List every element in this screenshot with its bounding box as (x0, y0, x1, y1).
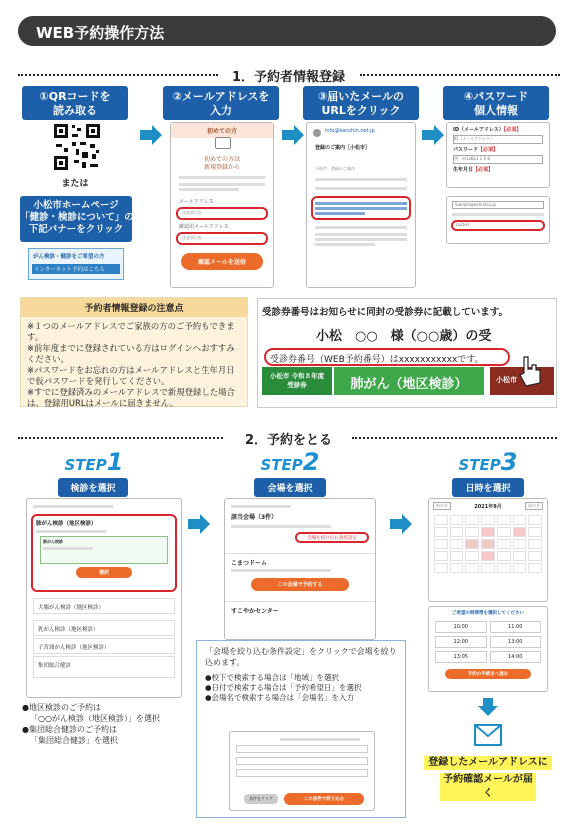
final-message-line1: 登録したメールアドレスに (424, 756, 552, 770)
step4-password-header: ④パスワード 個人情報 (443, 86, 549, 120)
arrow-icon (422, 125, 444, 145)
calendar-day[interactable] (450, 515, 464, 525)
inner-exam-title: 肺がん検診 (43, 539, 63, 544)
calendar-day[interactable] (465, 515, 479, 525)
calendar-day[interactable] (513, 539, 527, 549)
ticket-headline: 受診券番号はお知らせに同封の受診券に記載しています。 (262, 307, 508, 318)
filter-explanation: 「会場を絞り込む条件設定」をクリックで会場を絞り込めます。 (205, 647, 397, 667)
select-button[interactable]: 選択 (76, 567, 132, 578)
apply-filter-button[interactable]: この条件で絞り込む (284, 793, 364, 805)
email-entry-screen (170, 122, 274, 288)
step1-qr-header: ①QRコードを 読み取る (22, 86, 128, 120)
birthdate-label: 生年月日 (453, 167, 474, 173)
password-input[interactable]: 例：m1a6b1 2 6 8 (454, 156, 490, 161)
time-slot[interactable]: 13:05 (435, 651, 487, 663)
ticket-right-label: 小松市 (490, 367, 554, 395)
page-title: WEB予約操作方法 (18, 16, 556, 46)
calendar-day[interactable] (481, 563, 495, 573)
filter-conditions-button[interactable]: 会場を絞り込む条件設定 (295, 532, 369, 543)
calendar-day[interactable] (513, 563, 527, 573)
calendar-day[interactable] (465, 527, 479, 537)
time-slot[interactable]: 13:00 (490, 636, 542, 648)
id-label: ID（メールアドレス） (453, 127, 504, 133)
calendar-day[interactable] (497, 515, 511, 525)
filter-explanation-box: 「会場を絞り込む条件設定」をクリックで会場を絞り込めます。 ●校下で検索する場合は「地域」を選択 ●日付で検索する場合は「予約希望日」を選択 ●会場名で検索する場合は「会場名」を入力 条件をクリア この条件で絞り込む (196, 640, 406, 818)
reserve-venue-button[interactable]: この会場で予約する (251, 578, 349, 591)
note-item: ※すでに登録済みのメールアドレスで新規登録した場合は、登録用URLはメールに届きません。 (27, 387, 235, 408)
exam-item[interactable]: 大腸がん検診（地区検診） (33, 598, 175, 614)
down-arrow-icon (478, 698, 498, 716)
calendar-day[interactable] (481, 527, 495, 537)
exam-item[interactable]: 肺がん検診（地区検診） (36, 521, 97, 527)
final-message-line2: 予約確認メールが届く (440, 773, 536, 801)
calendar-day[interactable] (434, 527, 448, 537)
send-confirmation-button[interactable]: 確認メールを送信 (181, 253, 263, 270)
notes-title: 予約者情報登録の注意点 (21, 298, 247, 317)
ticket-name-line: 小松 ○○ 様（○○歳）の受 (316, 329, 492, 344)
time-slot[interactable]: 11:00 (490, 621, 542, 633)
step1-title: 検診を選択 (58, 478, 128, 497)
proceed-reservation-button[interactable]: 予約の手続きへ進む (445, 669, 531, 679)
ticket-example (257, 298, 557, 408)
calendar-day[interactable] (528, 515, 542, 525)
time-select-title: ご希望の時間帯を選択してください (452, 611, 524, 616)
venue-item: すこやかセンター (231, 608, 279, 615)
filter-form-screen (229, 731, 375, 811)
calendar-day[interactable] (465, 539, 479, 549)
step1-badge: STEP1 (64, 448, 124, 476)
password-label: パスワード (453, 147, 479, 153)
id-input[interactable]: ID（メールアドレス） (454, 136, 495, 141)
section1-title: 1．予約者情報登録 (231, 70, 346, 85)
mail-icon (215, 137, 231, 149)
step3-url-header: ③届いたメールの URLをクリック (303, 86, 419, 120)
banner-instruction: 小松市ホームページ 「健診・検診について」の 下記バナーをクリック (20, 196, 132, 242)
email-label: メールアドレス (179, 199, 214, 205)
venue-item: こまつドーム (231, 560, 268, 567)
calendar-day[interactable] (528, 563, 542, 573)
note-item: ※１つのメールアドレスでご家族の方のご予約もできます。 (27, 321, 235, 342)
ticket-number-line: 受診券番号（WEB予約番号）はxxxxxxxxxxxです。 (264, 348, 510, 366)
ticket-left-label: 小松市 令和８年度 受診券 (262, 367, 332, 395)
filled-email-input[interactable]: Sample@komatsu.jp (452, 201, 544, 209)
email-greeting: 小松市 登録のご案内 (315, 166, 355, 171)
calendar-day[interactable] (450, 539, 464, 549)
calendar-day[interactable] (513, 551, 527, 561)
calendar-day[interactable] (513, 515, 527, 525)
arrow-icon (390, 514, 412, 534)
banner-line2: インターネット予約はこちら (32, 264, 120, 274)
email-input[interactable]: 任意項目を (182, 210, 202, 215)
calendar-day[interactable] (497, 551, 511, 561)
step2-email-header: ②メールアドレスを 入力 (163, 86, 279, 120)
venue-name-input[interactable] (236, 769, 368, 777)
calendar-day[interactable] (465, 551, 479, 561)
arrow-icon (140, 125, 162, 145)
hand-pointer-icon (514, 353, 544, 389)
calendar-day[interactable] (497, 539, 511, 549)
time-select-screen (428, 606, 548, 692)
calendar-day[interactable] (465, 563, 479, 573)
calendar-day[interactable] (513, 527, 527, 537)
calendar-day[interactable] (528, 527, 542, 537)
qr-code-icon[interactable] (52, 122, 102, 172)
calendar-day[interactable] (481, 515, 495, 525)
banner-line1: がん検診・健診をご希望の方 (33, 254, 105, 260)
calendar-day[interactable] (434, 551, 448, 561)
arrow-icon (188, 514, 210, 534)
note-item: ※パスワードをお忘れの方はメールアドレスと生年月日で仮パスワードを発行してください。 (27, 365, 235, 386)
mail-icon (474, 724, 502, 746)
next-month-button[interactable]: 次の月 (525, 502, 543, 510)
exam-select-screen (26, 498, 182, 698)
received-email-screen (306, 122, 416, 288)
email-subject: 登録のご案内［小松市］ (315, 145, 371, 151)
calendar-day[interactable] (450, 527, 464, 537)
internet-reservation-banner[interactable] (28, 248, 124, 280)
screen-header: 初めての方 (171, 123, 273, 138)
calendar-day[interactable] (481, 539, 495, 549)
calendar-day[interactable] (528, 551, 542, 561)
filled-password-input[interactable]: 1a2b3c (451, 220, 545, 231)
calendar-day[interactable] (434, 515, 448, 525)
password-form-screen: ID（メールアドレス）【必須】 ID（メールアドレス） パスワード【必須】 例：m1a6b1 2 6 8 生年月日【必須】 (446, 122, 550, 188)
calendar-day[interactable] (497, 527, 511, 537)
venue-select-screen (224, 498, 376, 640)
screen-heading: 初めての方は 新規登録から (203, 156, 240, 171)
step2-title: 会場を選択 (254, 478, 326, 497)
ticket-big-label: 肺がん（地区検診） (334, 367, 484, 395)
or-text: または (61, 179, 89, 189)
time-slot[interactable]: 12:00 (435, 636, 487, 648)
date-select[interactable] (236, 757, 368, 765)
step3-title: 日時を選択 (452, 478, 524, 497)
arrow-icon (282, 125, 304, 145)
exam-item[interactable]: 乳がん検診（地区検診） (33, 620, 175, 636)
confirm-email-label: 確認用メールアドレス (179, 224, 229, 230)
step2-badge: STEP2 (260, 448, 320, 476)
email-from: info@kanshin.net.jp (325, 128, 375, 134)
calendar-month: 2021年9月 (474, 503, 502, 510)
confirm-email-input[interactable]: 任意項目を (182, 235, 202, 240)
section2-title: 2．予約をとる (244, 433, 333, 448)
note-item: ※前年度までに登録されている方はログインへおすすみください。 (27, 343, 235, 364)
prev-month-button[interactable]: 前の月 (433, 502, 451, 510)
registration-notes (20, 297, 248, 407)
exam-item[interactable]: 集団総合健診 (33, 656, 175, 678)
clear-conditions-button[interactable]: 条件をクリア (244, 794, 278, 804)
calendar-screen (428, 498, 548, 602)
calendar-day[interactable] (434, 539, 448, 549)
avatar (313, 129, 321, 137)
calendar-day[interactable] (450, 551, 464, 561)
venue-count: 該当会場（3件） (231, 514, 278, 521)
step3-badge: STEP3 (458, 448, 518, 476)
step1-notes: ●地区検診のご予約は 「○○がん検診（地区検診）」を選択 ●集団総合健診のご予約は 「集団総合健診」を選択 (22, 703, 160, 745)
calendar-day[interactable] (528, 539, 542, 549)
password-input-screen (446, 196, 550, 244)
calendar-day[interactable] (497, 563, 511, 573)
calendar-day[interactable] (450, 563, 464, 573)
calendar-day[interactable] (481, 551, 495, 561)
calendar-grid[interactable] (429, 513, 547, 575)
exam-item[interactable]: 子宮頸がん検診（地区検診） (33, 638, 175, 654)
time-slot[interactable]: 14:00 (490, 651, 542, 663)
calendar-day[interactable] (434, 563, 448, 573)
time-slot[interactable]: 10:00 (435, 621, 487, 633)
region-select[interactable] (236, 745, 368, 753)
